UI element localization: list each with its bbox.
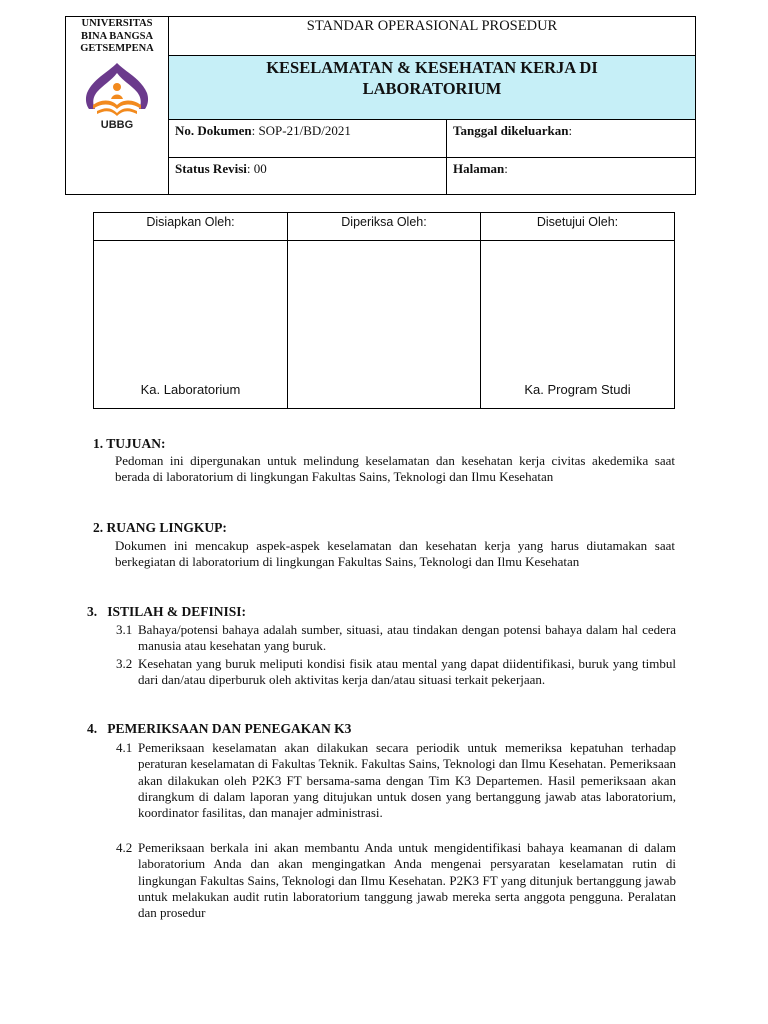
page-value: :	[504, 161, 508, 176]
doc-number-value: : SOP-21/BD/2021	[251, 123, 351, 138]
approved-by-heading: Disetujui Oleh:	[481, 213, 674, 241]
issue-date-value: :	[568, 123, 573, 138]
approved-by-role: Ka. Program Studi	[524, 382, 631, 397]
section-1-number: 1.	[93, 436, 104, 451]
revision-label: Status Revisi	[175, 161, 247, 176]
item-text: Pemeriksaan berkala ini akan membantu Anda untuk mengidentifikasi bahaya keamanan di dalam laboratorium Anda dan akan mengingatkan Anda mengenai persyaratan keselamatan rutin di lingkungan Fakultas Sains, Teknologi dan Ilmu Kesehatan. P2K3 FT yang ditunjuk bertanggung jawab untuk melakukan audit rutin laboratorium tanggung jawab mereka serta anggota pengguna. Peralatan dan prosedur	[138, 840, 676, 921]
section-4-title: PEMERIKSAAN DAN PENEGAKAN K3	[107, 721, 352, 736]
institution-name	[66, 18, 168, 56]
section-3-item-1	[116, 622, 676, 655]
institution-line-2: BINA BANGSA	[80, 30, 154, 42]
item-text: Kesehatan yang buruk meliputi kondisi fisik atau mental yang dapat diidentifikasi, buruk yang timbul dari dan/atau diperburuk oleh aktivitas kerja dan/atau situasi terkait pekerjaan.	[138, 656, 676, 688]
signature-column-checked	[288, 213, 481, 408]
issue-date-cell	[447, 120, 695, 157]
document-header	[65, 16, 696, 195]
item-text: Pemeriksaan keselamatan akan dilakukan secara periodik untuk memeriksa kepatuhan terhadap peraturan keselamatan di Fakultas Teknik. Fakultas Sains, Teknologi dan Ilmu Kesehatan. Pemeriksaan akan dilakukan oleh P2K3 FT bersama-sama dengan Tim K3 Departemen. Hasil pemeriksaan akan dirangkum di dalam laporan yang ditujukan untuk dosen yang bertanggung jawab atas laboratorium, koordinator fasilitas, dan manajer administrasi.	[138, 740, 676, 821]
item-number: 4.2	[116, 840, 133, 855]
section-4-item-2	[116, 840, 676, 921]
item-number: 4.1	[116, 740, 133, 755]
section-3-number: 3.	[87, 604, 98, 619]
logo-cell	[66, 17, 169, 194]
checked-by-heading: Diperiksa Oleh:	[288, 213, 480, 241]
page-label: Halaman	[453, 161, 505, 176]
section-1-text: Pedoman ini dipergunakan untuk melindung keselamatan dan kesehatan kerja civitas akedemika saat berada di laboratorium di lingkungan Fakultas Sains, Teknologi dan Ilmu Kesehatan	[115, 453, 675, 485]
section-4-heading	[87, 721, 351, 737]
section-2-heading	[93, 520, 227, 536]
header-row-doc-number	[169, 120, 695, 158]
item-number: 3.1	[116, 622, 133, 637]
revision-value: : 00	[246, 161, 267, 176]
page-cell	[447, 158, 695, 194]
doc-number-label: No. Dokumen	[175, 123, 252, 138]
section-1-title: TUJUAN:	[106, 436, 166, 451]
logo-text: UBBG	[100, 118, 134, 131]
signature-column-prepared	[94, 213, 288, 408]
prepared-by-heading: Disiapkan Oleh:	[94, 213, 287, 241]
issue-date-label: Tanggal dikeluarkan	[453, 123, 569, 138]
doc-title: KESELAMATAN & KESEHATAN KERJA DI LABORATORIUM	[169, 56, 695, 120]
item-text: Bahaya/potensi bahaya adalah sumber, situasi, atau tindakan dengan potensi bahaya dalam hal cedera manusia atau kesehatan yang buruk.	[138, 622, 676, 654]
section-2-title: RUANG LINGKUP:	[106, 520, 227, 535]
revision-cell	[169, 158, 447, 194]
section-4-item-1	[116, 740, 676, 821]
section-2-text: Dokumen ini mencakup aspek-aspek keselamatan dan kesehatan kerja yang harus diutamakan saat berkegiatan di laboratorium di lingkungan Fakultas Sains, Teknologi dan Ilmu Kesehatan	[115, 538, 675, 570]
institution-line-3: GETSEMPENA	[80, 43, 154, 54]
section-1-heading	[93, 436, 166, 452]
section-2-number: 2.	[93, 520, 104, 535]
signature-column-approved	[481, 213, 674, 408]
section-3-title: ISTILAH & DEFINISI:	[107, 604, 247, 619]
header-row-revision	[169, 158, 695, 194]
institution-line-1: UNIVERSITAS	[81, 18, 153, 29]
item-number: 3.2	[116, 656, 133, 671]
section-3-heading	[87, 604, 246, 620]
section-4-number: 4.	[87, 721, 98, 736]
university-logo-icon	[77, 59, 157, 121]
doc-type: STANDAR OPERASIONAL PROSEDUR	[169, 17, 695, 56]
section-3-item-2	[116, 656, 676, 689]
prepared-by-role: Ka. Laboratorium	[140, 382, 241, 397]
doc-number-cell	[169, 120, 447, 157]
signature-table	[93, 212, 675, 409]
